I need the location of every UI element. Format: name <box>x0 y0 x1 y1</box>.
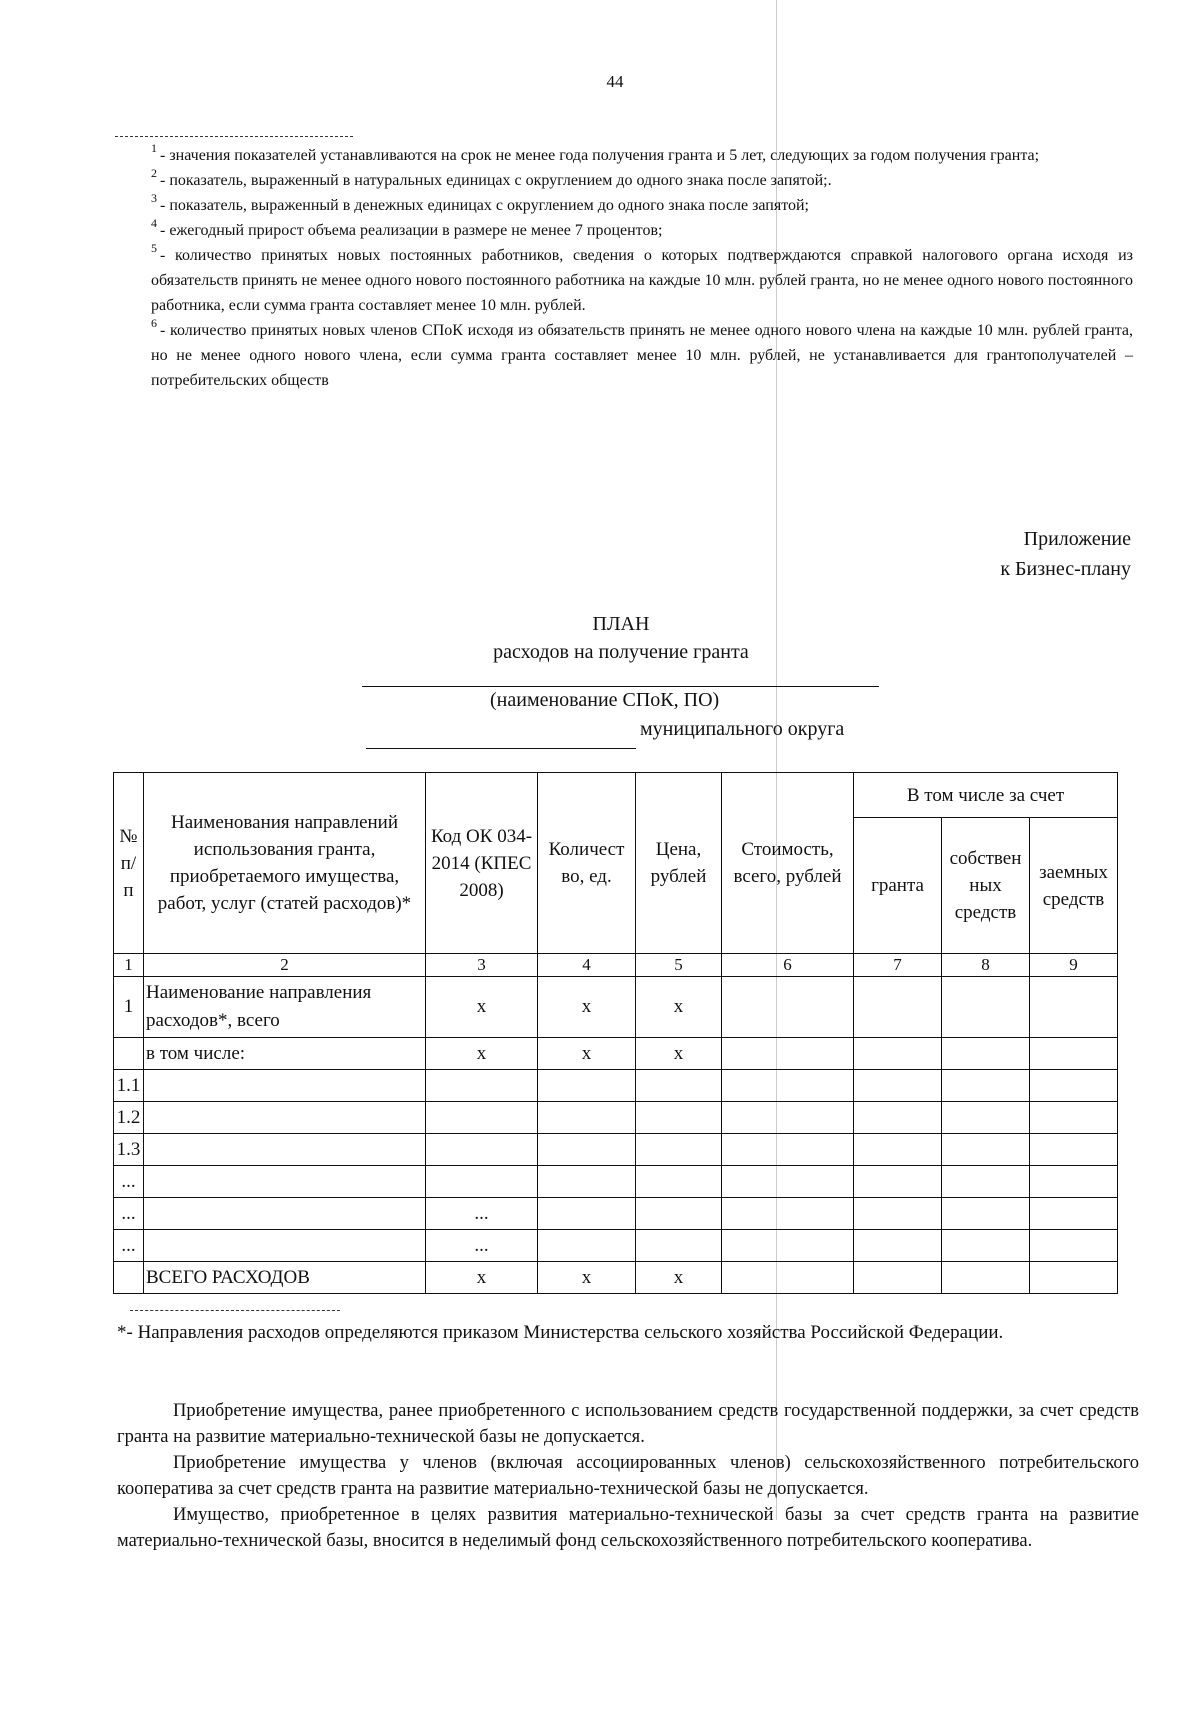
table-row: 1 Наименование направления расходов*, всего х х х <box>114 977 1118 1038</box>
note-separator <box>130 1310 340 1311</box>
table-row: 1.3 <box>114 1134 1118 1166</box>
header-qty: Количест во, ед. <box>538 773 636 954</box>
district-blank-line <box>366 748 636 749</box>
table-row: ... ... <box>114 1198 1118 1230</box>
org-name-blank-line <box>362 686 879 687</box>
header-own-funds: собствен ных средств <box>942 818 1030 954</box>
footnote-6: $^6$ - количество принятых новых членов СПоК исходя из обязательств принять не менее одного нового члена на каждые 10 млн. рублей гранта, но не менее одного нового члена, если сумма гранта составляет менее 10 млн. рублей, не устанавливается для грантополучателей – потребительских обществ <box>151 316 1133 389</box>
column-number-row: 1 2 3 4 5 6 7 8 9 <box>114 954 1118 977</box>
footnote-1: $^1$ - значения показателей устанавливаются на срок не менее года получения гранта и 5 лет, следующих за годом получения гранта; <box>151 141 1040 164</box>
header-grant: гранта <box>854 818 942 954</box>
header-code: Код ОК 034-2014 (КПЕС 2008) <box>426 773 538 954</box>
paragraph: Приобретение имущества у членов (включая ассоциированных членов) сельскохозяйственного потребительского кооператива за счет средств гранта на развитие материально-технической базы не допускается. <box>117 1453 1139 1499</box>
asterisk-note: *- Направления расходов определяются приказом Министерства сельского хозяйства Российской Федерации. <box>117 1322 1004 1343</box>
closing-paragraphs <box>117 1398 1139 1554</box>
page-number: 44 <box>606 72 624 91</box>
table-row: в том числе: х х х <box>114 1038 1118 1070</box>
plan-title <box>0 610 1200 666</box>
footnote-5: $^5$ - количество принятых новых постоянных работников, сведения о которых подтверждаются справкой налогового органа исходя из обязательств принять не менее одного нового постоянного работника на каждые 10 млн. рублей гранта, но не менее одного нового постоянного работника, если сумма гранта составляет менее 10 млн. рублей. <box>151 241 1133 314</box>
appendix-label: Приложение к Бизнес-плану <box>1000 528 1131 580</box>
header-num: № п/п <box>114 773 144 954</box>
org-name-caption: (наименование СПоК, ПО) <box>490 689 720 711</box>
district-caption: муниципального округа <box>640 718 845 740</box>
plan-subtitle: расходов на получение гранта <box>493 641 749 663</box>
expense-plan-table <box>113 772 1118 1294</box>
footnote-separator <box>115 136 353 137</box>
paragraph: Имущество, приобретенное в целях развития материально-технической базы за счет средств гранта на развитие материально-технической базы, вносится в неделимый фонд сельскохозяйственного потребительского кооператива. <box>117 1505 1139 1551</box>
table-row: 1.2 <box>114 1102 1118 1134</box>
footnote-4: $^4$ - ежегодный прирост объема реализации в размере не менее 7 процентов; <box>151 216 663 239</box>
table-row: 1.1 <box>114 1070 1118 1102</box>
header-name: Наименования направлений использования гранта, приобретаемого имущества, работ, услуг (статей расходов)* <box>144 773 426 954</box>
footnotes <box>103 143 1133 393</box>
table-row-total: ВСЕГО РАСХОДОВ х х х <box>114 1262 1118 1294</box>
paragraph: Приобретение имущества, ранее приобретенного с использованием средств государственной поддержки, за счет средств гранта на развитие материально-технической базы не допускается. <box>117 1401 1139 1447</box>
header-loan-funds: заемных средств <box>1030 818 1118 954</box>
header-price: Цена, рублей <box>636 773 722 954</box>
table-row: ... <box>114 1166 1118 1198</box>
footnote-2: $^2$ - показатель, выраженный в натуральных единицах с округлением до одного знака после запятой;. <box>151 166 832 189</box>
header-including: В том числе за счет <box>854 773 1118 818</box>
plan-heading: ПЛАН <box>592 613 650 635</box>
footnote-3: $^3$ - показатель, выраженный в денежных единицах с округлением до одного знака после запятой; <box>151 191 809 214</box>
header-cost: Стоимость, всего, рублей <box>722 773 854 954</box>
table-row: ... ... <box>114 1230 1118 1262</box>
